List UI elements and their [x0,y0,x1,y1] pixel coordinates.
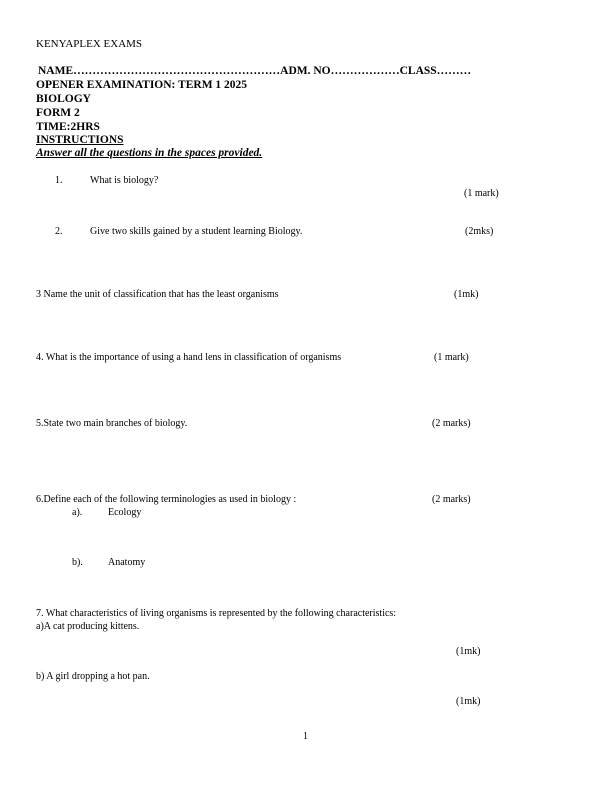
question-text: Give two skills gained by a student learning Biology. [90,226,303,237]
subject: BIOLOGY [36,93,91,105]
form-level: FORM 2 [36,107,80,119]
question-text: 4. What is the importance of using a hand lens in classification of organisms [36,352,342,363]
question-marks: (2mks) [465,226,494,237]
question-marks: (1mk) [454,289,479,300]
question-marks: (1 mark) [464,188,499,199]
question-marks: (1mk) [456,696,481,707]
instructions-text: Answer all the questions in the spaces provided. [36,147,263,159]
instructions-heading: INSTRUCTIONS [36,134,124,146]
sub-question-text: a)A cat producing kittens. [36,621,140,632]
question-marks: (2 marks) [432,494,471,505]
name-adm-class-line: NAME………………………………………………ADM. NO………………CLASS……… [38,65,472,77]
question-marks: (2 marks) [432,418,471,429]
time-allowed: TIME:2HRS [36,121,100,133]
page-number: 1 [303,731,308,742]
question-text: 6.Define each of the following terminologies as used in biology : [36,494,297,505]
question-text: 7. What characteristics of living organisms is represented by the following characteristics: [36,608,397,619]
sub-question-label: b). [72,557,83,568]
question-text: 5.State two main branches of biology. [36,418,188,429]
question-marks: (1 mark) [434,352,469,363]
question-number: 2. [55,226,63,237]
exam-provider: KENYAPLEX EXAMS [36,38,143,50]
exam-title: OPENER EXAMINATION: TERM 1 2025 [36,79,248,91]
question-number: 1. [55,175,63,186]
sub-question-text: Anatomy [108,557,146,568]
sub-question-text: Ecology [108,507,142,518]
question-text: What is biology? [90,175,159,186]
sub-question-label: a). [72,507,83,518]
sub-question-text: b) A girl dropping a hot pan. [36,671,150,682]
question-text: 3 Name the unit of classification that has the least organisms [36,289,279,300]
question-marks: (1mk) [456,646,481,657]
